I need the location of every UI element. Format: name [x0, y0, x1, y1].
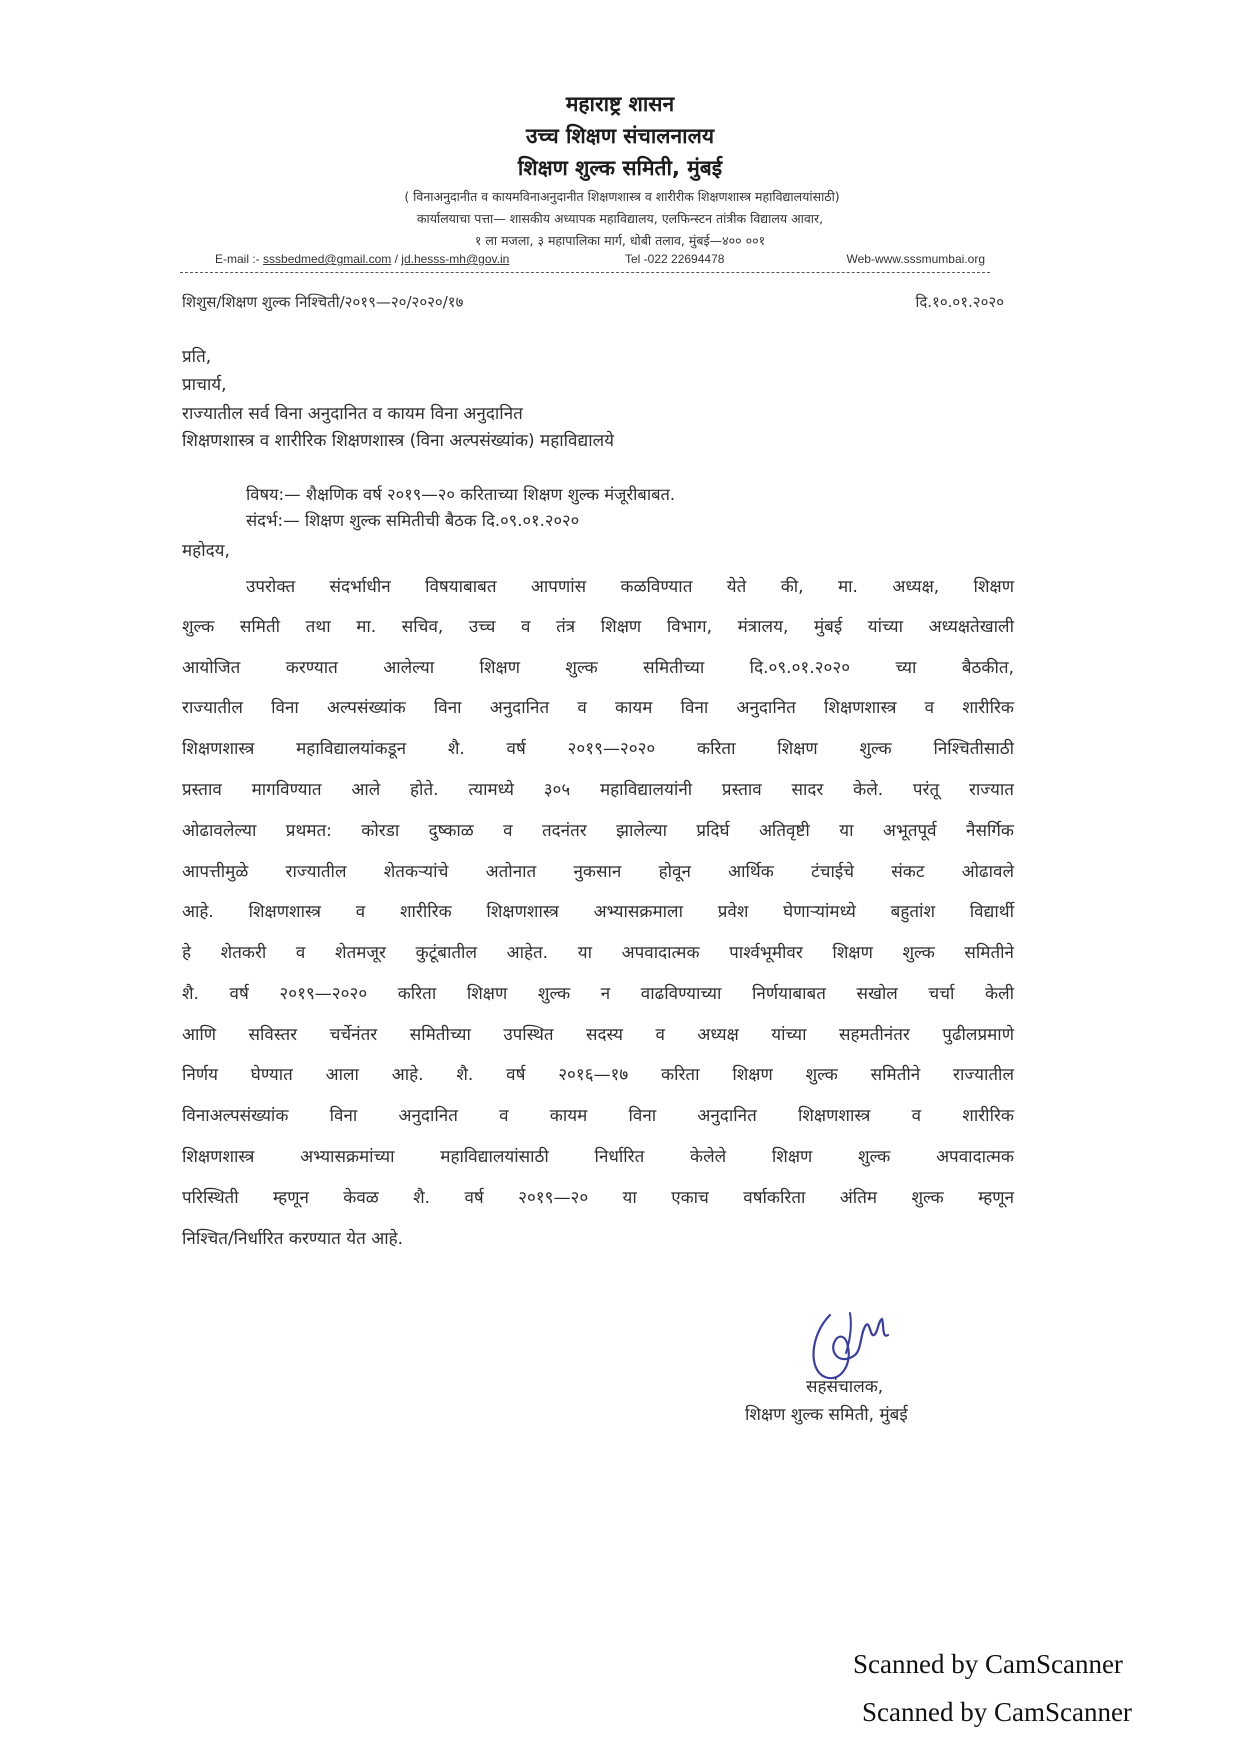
body-line: ओढावलेल्या प्रथमत: कोरडा दुष्काळ व तदनंतर झालेल्या प्रदिर्घ अतिवृष्टी या अभूतपूर्व नैसर्गिक: [182, 821, 1014, 841]
header-address-line1: कार्यालयाचा पत्ता— शासकीय अध्यापक महाविद्यालय, एलफिन्स्टन तांत्रीक विद्यालय आवार,: [416, 211, 824, 226]
body-line: शिक्षणशास्त्र महाविद्यालयांकडून शै. वर्ष २०१९—२०२० करिता शिक्षण शुल्क निश्चितीसाठी: [182, 739, 1014, 759]
scanner-watermark-1: Scanned by CamScanner: [853, 1649, 1123, 1679]
body-line: निश्चित/निर्धारित करण्यात येत आहे.: [182, 1229, 404, 1249]
body-line: आहे. शिक्षणशास्त्र व शारीरिक शिक्षणशास्त्र अभ्यासक्रमाला प्रवेश घेणाऱ्यांमध्ये बहुतांश विद्यार्थी: [182, 902, 1014, 922]
header-government: महाराष्ट्र शासन: [565, 92, 675, 116]
email-link-2[interactable]: jd.hesss-mh@gov.in: [401, 252, 510, 266]
signatory-title: सहसंचालक,: [806, 1377, 884, 1397]
reference-number: शिशुस/शिक्षण शुल्क निश्चिती/२०१९—२०/२०२०/१७: [182, 293, 464, 311]
header-divider: [180, 272, 990, 273]
email-block: [215, 252, 509, 266]
addressee-line4: शिक्षणशास्त्र व शारीरिक शिक्षणशास्त्र (विना अल्पसंख्यांक) महाविद्यालये: [182, 431, 615, 451]
body-line: प्रस्ताव मागविण्यात आले होते. त्यामध्ये ३०५ महाविद्यालयांनी प्रस्ताव सादर केले. परंतू राज्यात: [182, 780, 1014, 800]
body-line: निर्णय घेण्यात आला आहे. शै. वर्ष २०१६—१७ करिता शिक्षण शुल्क समितीने राज्यातील: [182, 1065, 1014, 1085]
addressee-principal: प्राचार्य,: [182, 375, 227, 395]
header-committee: शिक्षण शुल्क समिती, मुंबई: [517, 156, 723, 180]
addressee-line3: राज्यातील सर्व विना अनुदानित व कायम विना अनुदानित: [182, 404, 523, 424]
salutation: महोदय,: [182, 541, 230, 561]
body-line: परिस्थिती म्हणून केवळ शै. वर्ष २०१९—२० या एकाच वर्षाकरिता अंतिम शुल्क म्हणून: [182, 1188, 1014, 1208]
body-line: शै. वर्ष २०१९—२०२० करिता शिक्षण शुल्क न वाढविण्याच्या निर्णयाबाबत सखोल चर्चा केली: [182, 984, 1014, 1004]
email-link-1[interactable]: sssbedmed@gmail.com: [263, 252, 392, 266]
body-line: हे शेतकरी व शेतमजूर कुटूंबातील आहेत. या अपवादात्मक पार्श्वभूमीवर शिक्षण शुल्क समितीने: [182, 943, 1014, 963]
email-label: E-mail :-: [215, 252, 260, 266]
scanner-watermark-2: Scanned by CamScanner: [862, 1697, 1132, 1727]
email-separator: /: [394, 252, 398, 266]
header-scope-note: ( विनाअनुदानीत व कायमविनाअनुदानीत शिक्षणशास्त्र व शारीरीक शिक्षणशास्त्र महाविद्यालयांसाठी): [404, 189, 840, 204]
body-line: आयोजित करण्यात आलेल्या शिक्षण शुल्क समितीच्या दि.०९.०१.२०२० च्या बैठकीत,: [182, 658, 1014, 678]
subject-line: विषय:— शैक्षणिक वर्ष २०१९—२० करिताच्या शिक्षण शुल्क मंजूरीबाबत.: [246, 485, 676, 504]
body-line: राज्यातील विना अल्पसंख्यांक विना अनुदानित व कायम विना अनुदानित शिक्षणशास्त्र व शारीरिक: [182, 698, 1014, 718]
body-line: शुल्क समिती तथा मा. सचिव, उच्च व तंत्र शिक्षण विभाग, मंत्रालय, मुंबई यांच्या अध्यक्षतेखाली: [182, 617, 1014, 637]
telephone: Tel -022 22694478: [625, 252, 725, 266]
website: Web-www.sssmumbai.org: [846, 252, 985, 266]
body-line: शिक्षणशास्त्र अभ्यासक्रमांच्या महाविद्यालयांसाठी निर्धारित केलेले शिक्षण शुल्क अपवादात्मक: [182, 1147, 1014, 1167]
header-directorate: उच्च शिक्षण संचालनालय: [525, 124, 715, 148]
header-address-line2: १ ला मजला, ३ महापालिका मार्ग, धोबी तलाव, मुंबई—४०० ००१: [474, 233, 766, 248]
signatory-office: शिक्षण शुल्क समिती, मुंबई: [745, 1405, 908, 1425]
body-line: आपत्तीमुळे राज्यातील शेतकऱ्यांचे अतोनात नुकसान होवून आर्थिक टंचाईचे संकट ओढावले: [182, 862, 1014, 882]
body-line: आणि सविस्तर चर्चेनंतर समितीच्या उपस्थित सदस्य व अध्यक्ष यांच्या सहमतीनंतर पुढीलप्रमाणे: [182, 1025, 1014, 1045]
addressee-to: प्रति,: [182, 347, 212, 367]
reference-line: संदर्भ:— शिक्षण शुल्क समितीची बैठक दि.०९.०१.२०२०: [246, 511, 580, 530]
letter-date: दि.१०.०१.२०२०: [915, 293, 1004, 311]
body-line: उपरोक्त संदर्भाधीन विषयाबाबत आपणांस कळविण्यात येते की, मा. अध्यक्ष, शिक्षण: [246, 577, 1014, 597]
body-line: विनाअल्पसंख्यांक विना अनुदानित व कायम विना अनुदानित शिक्षणशास्त्र व शारीरिक: [182, 1106, 1014, 1126]
